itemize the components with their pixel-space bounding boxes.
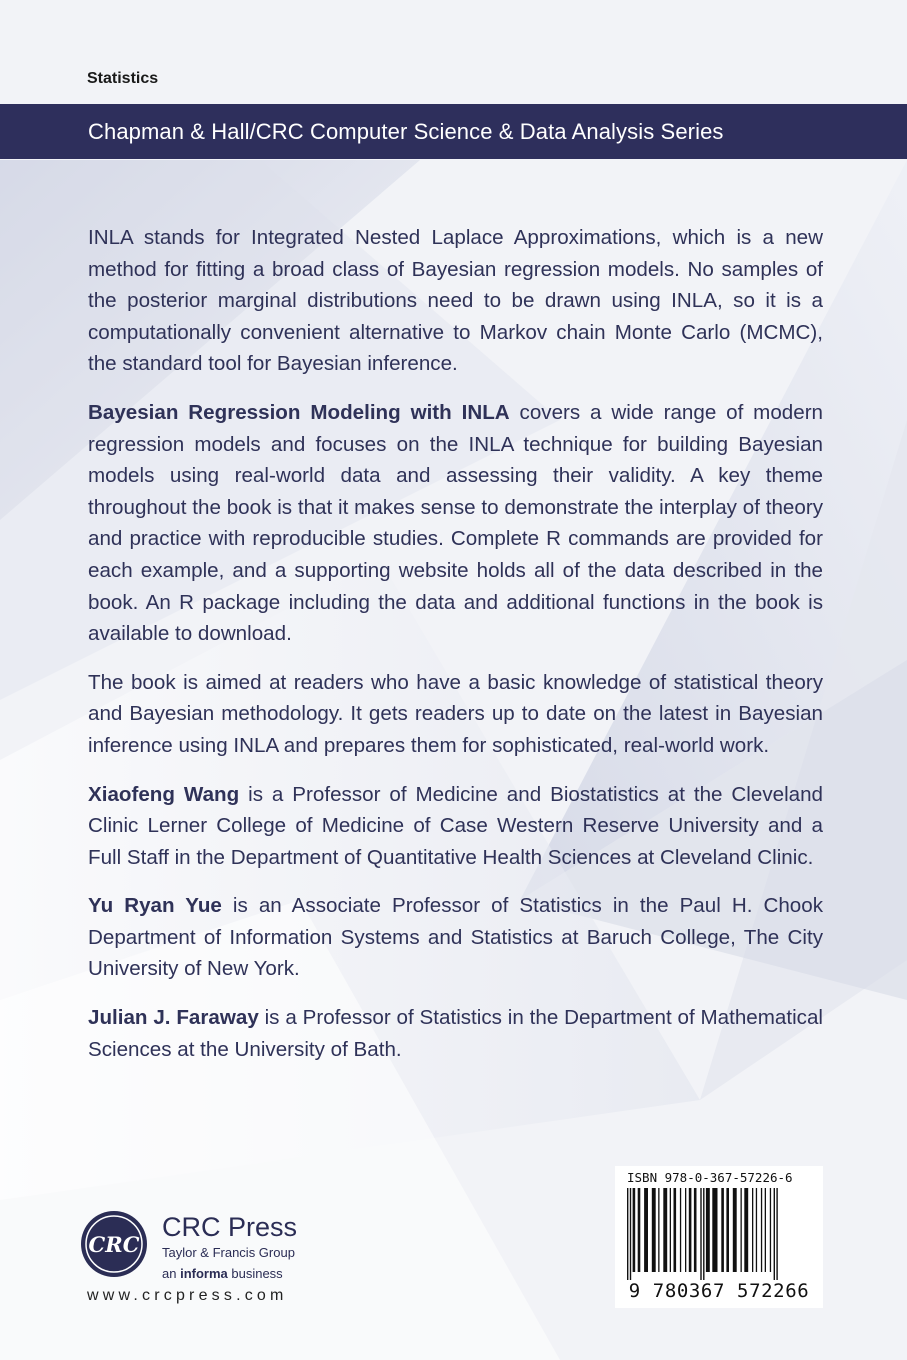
barcode-bar (756, 1188, 757, 1272)
barcode-bar (774, 1188, 775, 1280)
series-title: Chapman & Hall/CRC Computer Science & Data Analysis Series (88, 118, 724, 144)
barcode-bar (652, 1188, 656, 1272)
author-bio-text-3: is a Professor of Statistics in the Department of Mathematical Sciences at the University of Bath. (88, 1006, 823, 1061)
barcode-bar (721, 1188, 724, 1272)
publisher-name: CRC Press (162, 1212, 298, 1242)
author-bio-2 (88, 890, 823, 985)
isbn-label: ISBN 978-0-367-57226-6 (627, 1170, 793, 1185)
barcode-bar (761, 1188, 762, 1272)
business-brand: informa (180, 1266, 228, 1281)
barcode-bar (694, 1188, 697, 1272)
publisher-website: www.crcpress.com (87, 1287, 288, 1304)
barcode-bar (706, 1188, 710, 1272)
barcode-bar (744, 1188, 748, 1272)
isbn-barcode (615, 1166, 823, 1308)
barcode-bar (674, 1188, 677, 1272)
author-bio-3 (88, 1002, 823, 1065)
barcode-bar (627, 1188, 628, 1280)
book-title: Bayesian Regression Modeling with INLA (88, 400, 510, 424)
series-banner (0, 104, 907, 159)
barcode-bar (689, 1188, 692, 1272)
barcode-bar (752, 1188, 753, 1272)
category-label: Statistics (87, 70, 159, 87)
author-bio-1 (88, 779, 823, 874)
publisher-business (162, 1266, 283, 1281)
barcode-bar (700, 1188, 701, 1280)
barcode-bar (658, 1188, 659, 1272)
author-name-1: Xiaofeng Wang (88, 782, 240, 806)
barcode-number: 9 780367 572266 (628, 1280, 810, 1302)
paragraph-intro: INLA stands for Integrated Nested Laplace Approximations, which is a new method for fitting a broad class of Bayesian regression models. No samples of the posterior marginal distributions need to be drawn using INLA, so it is a computationally convenient alternative to Markov chain Monte Carlo (MCMC), the standard tool for Bayesian inference. (88, 226, 823, 376)
barcode-bar (712, 1188, 717, 1272)
barcode-bar (703, 1188, 704, 1280)
barcode-bar (726, 1188, 729, 1272)
book-description: covers a wide range of modern regression models and focuses on the INLA technique for building Bayesian models using real-world data and assessing their validity. A key theme throughout the book is that it makes sense to demonstrate the interplay of theory and practice with reproducible studies. Complete R commands are provided for each example, and a supporting website holds all of the data described in the book. An R package including the data and additional functions in the book is available to download. (88, 400, 824, 646)
author-bio-text-2: is an Associate Professor of Statistics in the Paul H. Chook Department of Information Systems and Statistics at Baruch College, The City University of New York. (88, 894, 823, 981)
barcode-bar (670, 1188, 671, 1272)
barcode-bar (776, 1188, 777, 1280)
barcode-bar (733, 1188, 737, 1272)
crc-badge-icon (80, 1210, 148, 1278)
description-text (88, 222, 823, 1082)
publisher-group: Taylor & Francis Group (162, 1245, 295, 1260)
barcode-bar (638, 1188, 641, 1272)
author-name-3: Julian J. Faraway (88, 1006, 259, 1030)
barcode-bar (765, 1188, 766, 1272)
business-prefix: an (162, 1266, 181, 1281)
barcode-bar (663, 1188, 667, 1272)
paragraph-book (88, 397, 823, 650)
barcode-bar (680, 1188, 681, 1272)
author-bio-text-1: is a Professor of Medicine and Biostatistics at the Cleveland Clinic Lerner College of Medicine of Case Western Reserve University and a Full Staff in the Department of Quantitative Health Sciences at Cleveland Clinic. (88, 782, 824, 869)
barcode-bar (741, 1188, 742, 1272)
paragraph-audience: The book is aimed at readers who have a basic knowledge of statistical theory and Bayesian methodology. It gets readers up to date on the latest in Bayesian inference using INLA and prepares them for sophisticated, real-world work. (88, 670, 823, 757)
barcode-bar (685, 1188, 686, 1272)
business-suffix: business (227, 1266, 283, 1281)
barcode-bar (770, 1188, 771, 1272)
barcode-bar (630, 1188, 631, 1280)
barcode-bar (633, 1188, 636, 1272)
author-name-2: Yu Ryan Yue (88, 894, 222, 918)
barcode-bars (625, 1188, 813, 1280)
barcode-bar (644, 1188, 648, 1272)
crc-badge-text: CRC (88, 1232, 140, 1257)
